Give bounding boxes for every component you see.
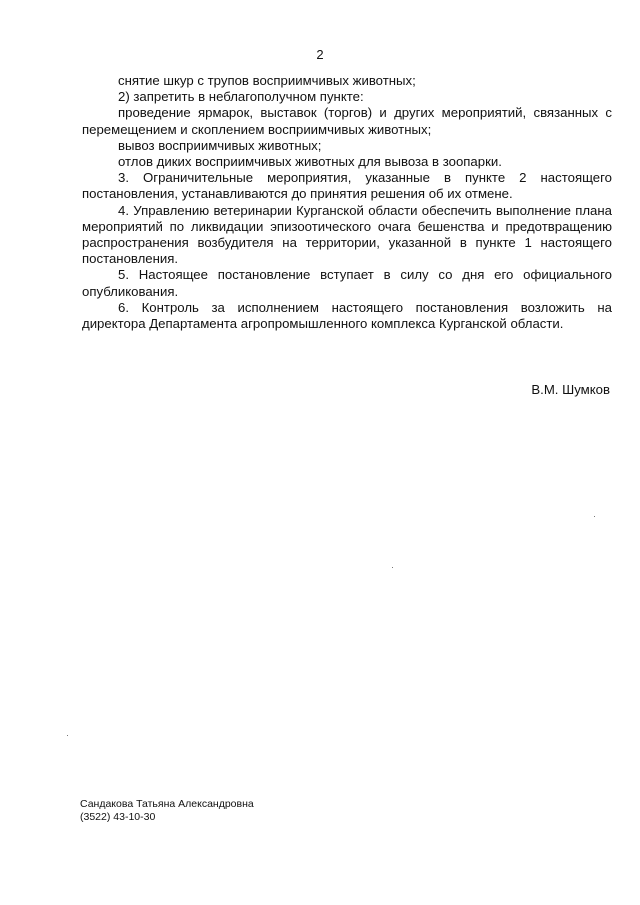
paragraph: 6. Контроль за исполнением настоящего постановления возложить на директора Департамента агропромышленного комплекса Курганской области. bbox=[82, 299, 612, 332]
scan-speck bbox=[67, 735, 68, 736]
scan-speck bbox=[392, 567, 393, 568]
signature: В.М. Шумков bbox=[531, 382, 610, 397]
paragraph: 4. Управлению ветеринарии Курганской области обеспечить выполнение плана мероприятий по ликвидации эпизоотического очага бешенства и предотвращению распространения возбудителя на территории, указанной в пункте 1 настоящего постановления. bbox=[82, 202, 612, 267]
paragraph: 5. Настоящее постановление вступает в силу со дня его официального опубликования. bbox=[82, 267, 612, 299]
paragraph: снятие шкур с трупов восприимчивых животных; bbox=[118, 73, 416, 88]
page-number: 2 bbox=[316, 47, 324, 62]
document-body bbox=[82, 73, 612, 332]
paragraph: 3. Ограничительные мероприятия, указанные в пункте 2 настоящего постановления, устанавливаются до принятия решения об их отмене. bbox=[82, 170, 612, 202]
scan-speck bbox=[594, 516, 595, 517]
paragraph: отлов диких восприимчивых животных для вывоза в зоопарки. bbox=[118, 154, 502, 170]
author-phone: (3522) 43-10-30 bbox=[80, 811, 156, 823]
paragraph: проведение ярмарок, выставок (торгов) и других мероприятий, связанных с перемещением и скоплением восприимчивых животных; bbox=[82, 105, 612, 137]
paragraph: вывоз восприимчивых животных; bbox=[118, 137, 322, 153]
footer-contact bbox=[80, 798, 254, 824]
paragraph: 2) запретить в неблагополучном пункте: bbox=[118, 89, 364, 105]
author-name: Сандакова Татьяна Александровна bbox=[80, 798, 254, 810]
